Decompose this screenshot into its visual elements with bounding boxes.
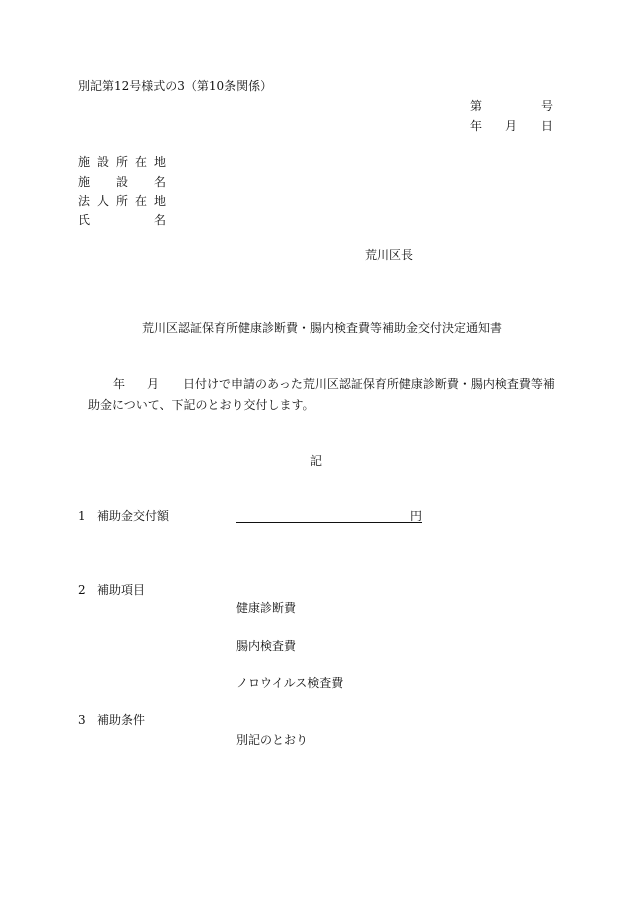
label-char: 氏: [78, 213, 91, 227]
condition-item: 別記のとおり: [236, 733, 309, 747]
label-char: 施: [78, 175, 91, 189]
number-suffix: 号: [541, 99, 554, 113]
label-char: 施: [78, 155, 91, 169]
form-label: 別記第12号様式の3（第10条関係）: [78, 79, 273, 93]
body-line-2: 助金について、下記のとおり交付します。: [88, 398, 315, 412]
section-1-label: 補助金交付額: [97, 509, 170, 523]
body-line-1: 日付けで申請のあった荒川区認証保育所健康診断費・腸内検査費等補: [183, 377, 555, 391]
section-2-number: 2: [78, 583, 86, 597]
section-3-number: 3: [78, 713, 86, 727]
label-char: 人: [97, 194, 110, 208]
label-char: 名: [154, 175, 167, 189]
subsidy-item: 健康診断費: [236, 601, 297, 615]
number-prefix: 第: [470, 99, 483, 113]
label-char: 地: [154, 194, 167, 208]
label-char: 在: [135, 155, 148, 169]
section-2-label: 補助項目: [97, 583, 146, 597]
document-title: 荒川区認証保育所健康診断費・腸内検査費等補助金交付決定通知書: [142, 321, 503, 335]
label-char: 所: [116, 155, 129, 169]
label-char: 設: [97, 155, 110, 169]
label-char: 地: [154, 155, 167, 169]
label-char: 名: [154, 213, 167, 227]
body-year: 年: [113, 377, 126, 391]
section-3-label: 補助条件: [97, 713, 146, 727]
amount-blank-line: [236, 514, 422, 523]
subsidy-item: 腸内検査費: [236, 639, 297, 653]
body-month: 月: [147, 377, 160, 391]
section-1-number: 1: [78, 509, 86, 523]
label-char: 法: [78, 194, 91, 208]
ki-heading: 記: [310, 454, 323, 468]
subsidy-item: ノロウイルス検査費: [236, 676, 344, 690]
issuer: 荒川区長: [365, 248, 414, 262]
date-year: 年: [470, 119, 483, 133]
date-month: 月: [505, 119, 518, 133]
amount-unit: 円: [410, 509, 423, 523]
label-char: 設: [116, 175, 129, 189]
date-day: 日: [541, 119, 554, 133]
label-char: 所: [116, 194, 129, 208]
label-char: 在: [135, 194, 148, 208]
